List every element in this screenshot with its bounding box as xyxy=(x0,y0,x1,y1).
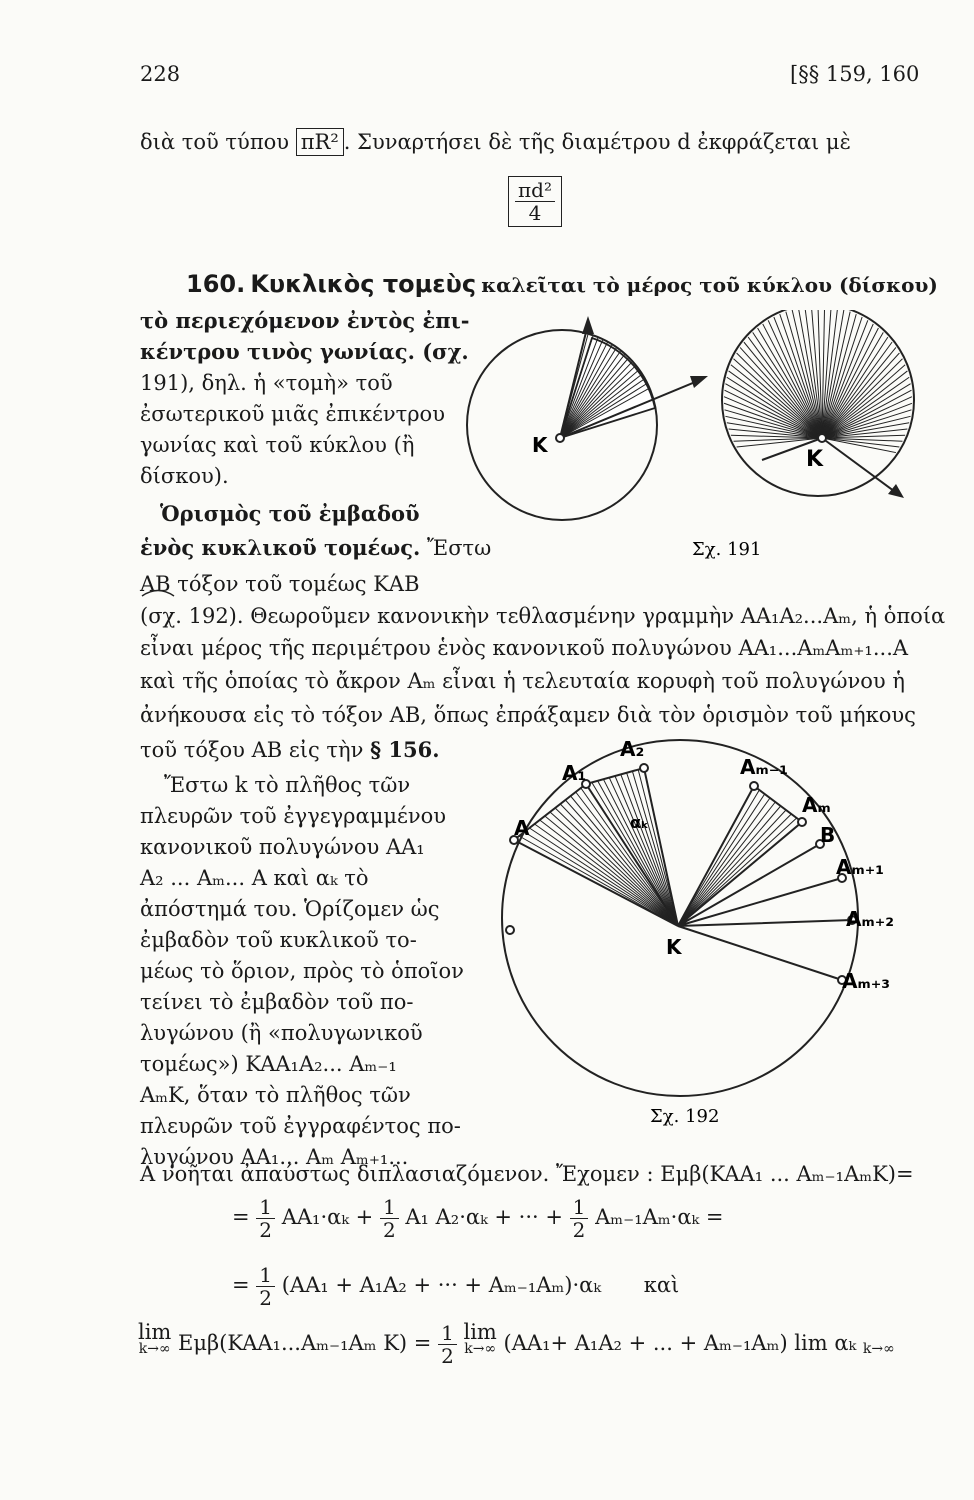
def-line: 191), δηλ. ἡ «τομὴ» τοῦ xyxy=(140,371,393,395)
equation-3: lim k→∞ Εμβ(KAA₁...Aₘ₋₁Aₘ K) = $\frac{1}{2}$ lim k→∞ (AA₁+ A₁A₂ + ... + Aₘ₋₁Aₘ) lim αₖ k→∞ xyxy=(138,1320,895,1368)
fig192-label-a: A xyxy=(514,816,530,840)
intro-line xyxy=(140,128,851,156)
fig192-label-k: K xyxy=(666,935,682,959)
narrow-line: λυγώνου AA₁... Aₘ Aₘ₊₁... xyxy=(140,1145,409,1169)
fig191-center-point xyxy=(818,434,826,442)
fig192-hatch-line xyxy=(678,806,781,926)
equation-1: = $\frac{1}{2}$ AA₁·αₖ + $\frac{1}{2}$ A₁ A₂·αₖ + ··· + $\frac{1}{2}$ Aₘ₋₁Aₘ·αₖ = xyxy=(232,1195,724,1242)
fig192-caption: Σχ. 192 xyxy=(650,1106,720,1127)
area-definition-heading: Ὁρισμὸς τοῦ ἐμβαδοῦ xyxy=(160,501,420,526)
fig191-arrowhead xyxy=(582,316,594,334)
diameter-formula-box xyxy=(508,176,562,227)
narrow-line: Ἔστω k τὸ πλῆθος τῶν xyxy=(164,773,411,797)
fig192-hatch-line xyxy=(603,779,678,926)
body-line: (σχ. 192). Θεωροῦμεν κανονικὴν τεθλασμένην γραμμὴν AA₁A₂...Aₘ, ἡ ὁποία xyxy=(140,604,946,628)
arc-line: AB τόξον τοῦ τομέως ΚΑΒ xyxy=(140,572,420,596)
fig192-vertex-point xyxy=(640,764,648,772)
page-number: 228 xyxy=(140,62,181,86)
section-reference: [§§ 159, 160 xyxy=(790,62,920,86)
fig192-vertex-point xyxy=(506,926,514,934)
section-title-rest: καλεῖται τὸ μέρος τοῦ κύκλου (δίσκου) xyxy=(481,273,938,297)
body-line: εἶναι μέρος τῆς περιμέτρου ἑνὸς κανονικοῦ πολυγώνου AA₁...AₘAₘ₊₁...A xyxy=(140,636,909,660)
narrow-line: λυγώνου (ἢ «πολυγωνικοῦ xyxy=(140,1021,423,1045)
narrow-line: ἀπόστημά του. Ὁρίζομεν ὡς xyxy=(140,897,440,921)
fig191-hatch-line xyxy=(822,347,896,438)
figure-191 xyxy=(462,310,942,560)
fig192-label-am1plus: Aₘ₊₁ xyxy=(836,855,885,879)
body-line: ἀνήκουσα εἰς τὸ τόξον AB, ὅπως ἐπράξαμεν διὰ τὸν ὁρισμὸν τοῦ μήκους xyxy=(140,703,916,727)
body-line: καὶ τῆς ὁποίας τὸ ἄκρον Aₘ εἶναι ἡ τελευταία κορυφὴ τοῦ πολυγώνου ἡ xyxy=(140,669,905,693)
section-title: Κυκλικὸς τομεὺς xyxy=(250,270,477,298)
diameter-formula-denominator: 4 xyxy=(528,201,542,225)
figure-192 xyxy=(490,730,930,1130)
fig192-label-a1: A₁ xyxy=(562,761,587,785)
body-line-ref: τοῦ τόξου AB εἰς τὴν § 156. xyxy=(140,737,440,762)
fig192-vertex-point xyxy=(750,782,758,790)
fig191-label-k-left: K xyxy=(532,433,548,457)
fig191-center-point xyxy=(556,434,564,442)
fig191-hatch-line xyxy=(740,347,822,438)
section-heading xyxy=(186,270,938,299)
fig192-label-am3plus: Aₘ₊₃ xyxy=(842,969,891,993)
intro-prefix: διὰ τοῦ τύπου xyxy=(140,130,290,154)
def-line: κέντρου τινὸς γωνίας. (σχ. xyxy=(140,339,469,364)
fig191-hatch-line xyxy=(822,328,878,438)
fig192-hatch-line xyxy=(678,802,775,926)
area-formula-box: πR² xyxy=(296,128,344,156)
narrow-line: τομέως») KAA₁A₂... Aₘ₋₁ xyxy=(140,1052,397,1076)
intro-suffix: . Συναρτήσει δὲ τῆς διαμέτρου d ἐκφράζεται μὲ xyxy=(343,130,851,154)
narrow-line: πλευρῶν τοῦ ἐγγεγραμμένου xyxy=(140,804,447,828)
body-line-last: A νοῆται ἀπαύστως διπλασιαζόμενον. Ἔχομεν : Εμβ(KAA₁ ... Aₘ₋₁AₘK)= xyxy=(140,1162,914,1186)
fig192-label-apothem: αₖ xyxy=(630,813,649,832)
narrow-line: AₘK, ὅταν τὸ πλῆθος τῶν xyxy=(140,1083,411,1107)
fig191-arrowhead xyxy=(690,376,708,388)
narrow-line: κανονικοῦ πολυγώνου AA₁ xyxy=(140,835,425,859)
area-definition-line: ἑνὸς κυκλικοῦ τομέως. Ἔστω xyxy=(140,535,492,560)
fig191-label-k-right: K xyxy=(806,447,824,472)
narrow-line: μέως τὸ ὅριον, πρὸς τὸ ὁποῖον xyxy=(140,959,464,983)
narrow-line: ἐμβαδὸν τοῦ κυκλικοῦ το- xyxy=(140,928,417,952)
def-line: γωνίας καὶ τοῦ κύκλου (ἢ xyxy=(140,433,415,457)
narrow-line: τείνει τὸ ἐμβαδὸν τοῦ πο- xyxy=(140,990,414,1014)
diameter-formula-numerator: πd² xyxy=(515,179,555,202)
fig191-caption: Σχ. 191 xyxy=(692,539,762,560)
fig191-arrowhead xyxy=(888,484,904,498)
fig192-label-b: B xyxy=(820,823,836,847)
equation-2: = $\frac{1}{2}$ (AA₁ + A₁A₂ + ··· + Aₘ₋₁Aₘ)·αₖ καὶ xyxy=(232,1263,680,1310)
fig192-hatch-line xyxy=(678,798,770,926)
polygon-definition xyxy=(140,770,464,1173)
def-line: ἐσωτερικοῦ μιᾶς ἐπικέντρου xyxy=(140,402,445,426)
fig192-vertex-point xyxy=(798,818,806,826)
narrow-line: πλευρῶν τοῦ ἐγγραφέντος πο- xyxy=(140,1114,461,1138)
def-line: τὸ περιεχόμενον ἐντὸς ἐπι- xyxy=(140,308,470,333)
sector-definition xyxy=(140,305,469,492)
fig192-label-am: Aₘ xyxy=(802,793,831,817)
def-line: δίσκου). xyxy=(140,464,229,488)
section-number: 160. xyxy=(186,270,246,298)
narrow-line: A₂ ... Aₘ... A καὶ αₖ τὸ xyxy=(140,866,369,890)
fig191-hatch-line xyxy=(822,377,909,438)
fig192-hatch-line xyxy=(678,794,765,926)
fig192-label-am2plus: Aₘ₊₂ xyxy=(846,907,895,931)
fig192-label-am1: Aₘ₋₁ xyxy=(740,755,789,779)
fig192-label-a2: A₂ xyxy=(620,737,645,761)
